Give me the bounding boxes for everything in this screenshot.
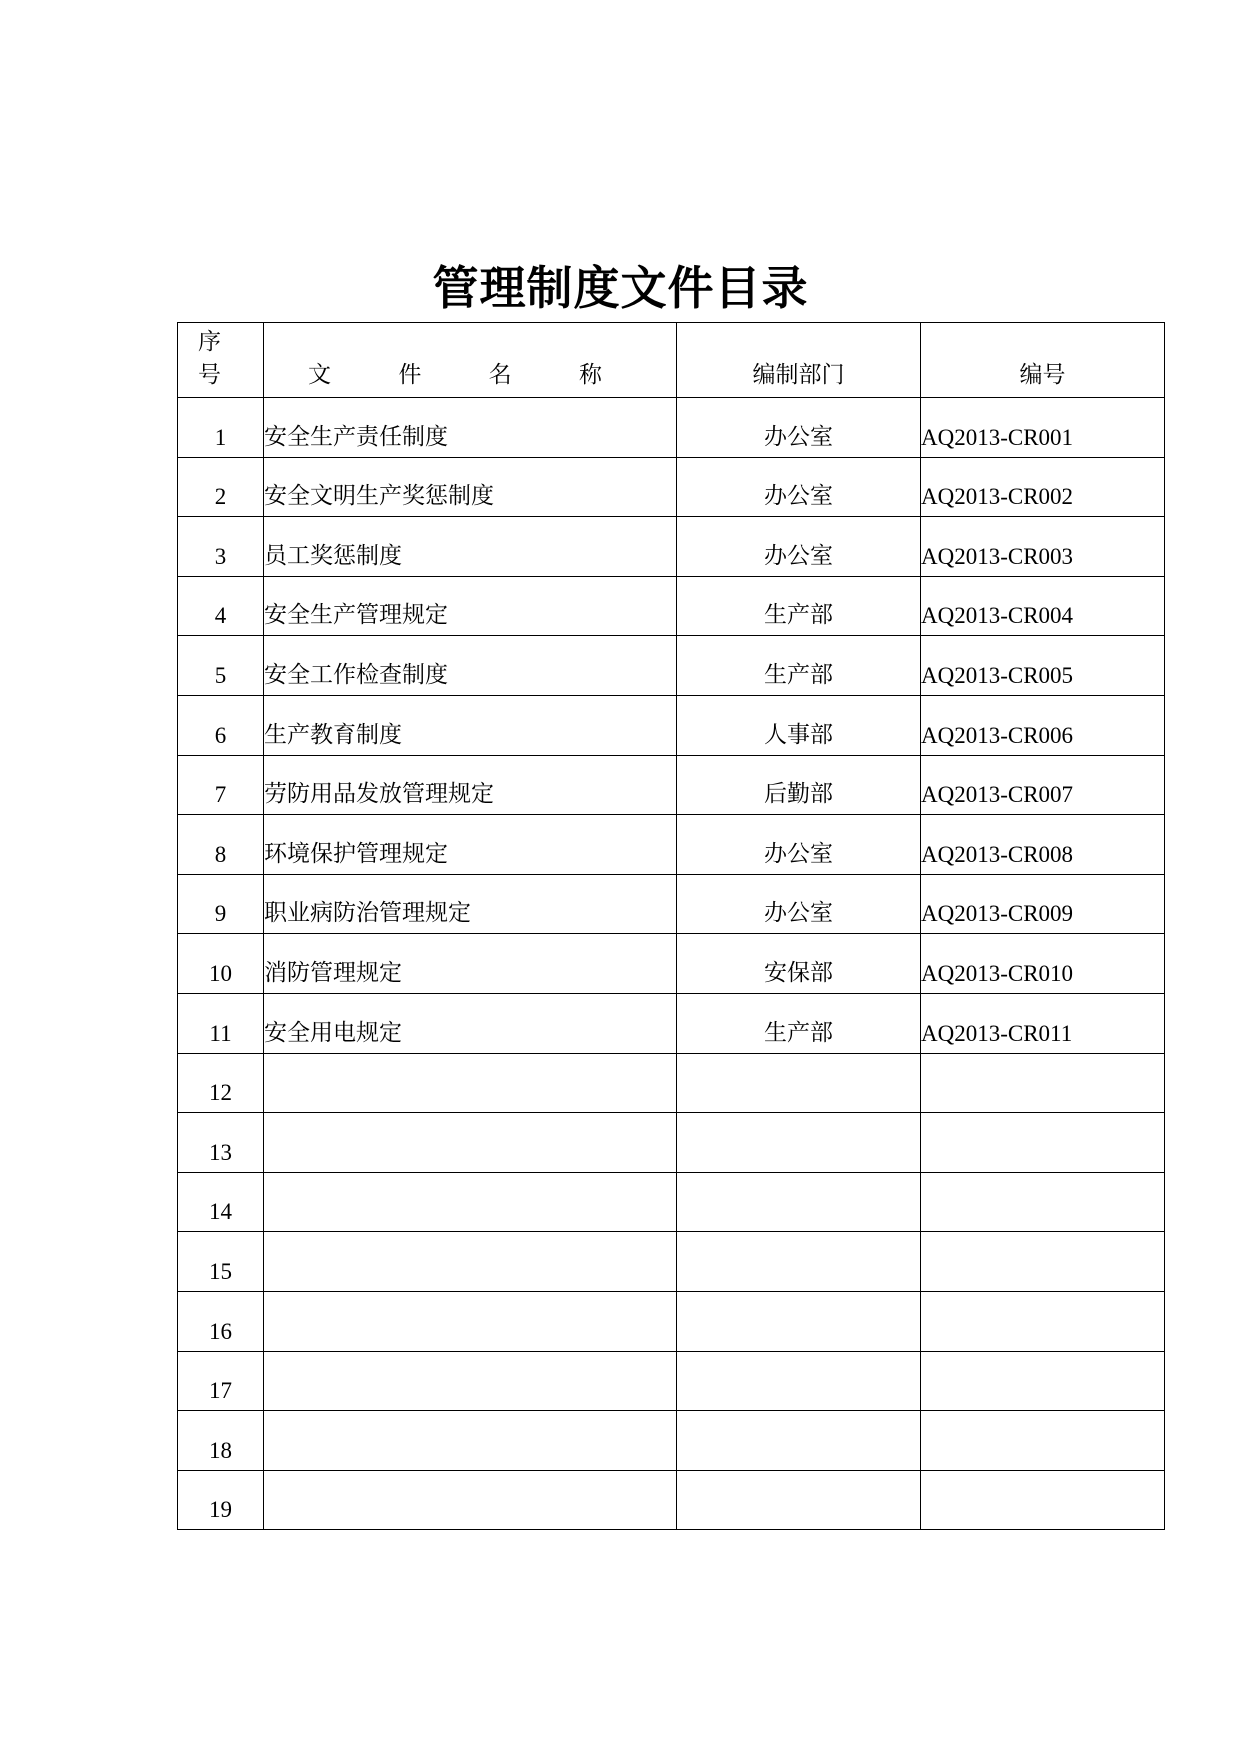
row-document-name bbox=[264, 1291, 677, 1351]
row-document-name: 安全文明生产奖惩制度 bbox=[264, 457, 677, 517]
table-row bbox=[178, 1113, 1165, 1173]
table-row bbox=[178, 576, 1165, 636]
row-document-name bbox=[264, 1470, 677, 1530]
row-code bbox=[921, 1411, 1165, 1471]
table-row bbox=[178, 1172, 1165, 1232]
page-title: 管理制度文件目录 bbox=[432, 261, 809, 315]
row-document-name: 安全生产管理规定 bbox=[264, 576, 677, 636]
row-department bbox=[677, 1053, 921, 1113]
row-code: AQ2013-CR009 bbox=[921, 874, 1165, 934]
row-serial-number: 12 bbox=[178, 1053, 264, 1113]
table-row bbox=[178, 1470, 1165, 1530]
document-catalog-table bbox=[177, 322, 1165, 1530]
row-code: AQ2013-CR011 bbox=[921, 993, 1165, 1053]
row-code: AQ2013-CR004 bbox=[921, 576, 1165, 636]
row-serial-number: 6 bbox=[178, 695, 264, 755]
table-body bbox=[178, 398, 1165, 1530]
row-department: 生产部 bbox=[677, 576, 921, 636]
table-row bbox=[178, 874, 1165, 934]
row-serial-number: 1 bbox=[178, 398, 264, 458]
row-serial-number: 11 bbox=[178, 993, 264, 1053]
row-department: 安保部 bbox=[677, 934, 921, 994]
table-row bbox=[178, 934, 1165, 994]
row-code bbox=[921, 1053, 1165, 1113]
table-header-row bbox=[178, 323, 1165, 398]
row-document-name: 职业病防治管理规定 bbox=[264, 874, 677, 934]
row-code: AQ2013-CR003 bbox=[921, 517, 1165, 577]
row-code bbox=[921, 1172, 1165, 1232]
row-department bbox=[677, 1411, 921, 1471]
table-row bbox=[178, 695, 1165, 755]
row-serial-number: 9 bbox=[178, 874, 264, 934]
row-document-name bbox=[264, 1053, 677, 1113]
row-document-name bbox=[264, 1232, 677, 1292]
table-row bbox=[178, 1291, 1165, 1351]
row-department: 生产部 bbox=[677, 636, 921, 696]
row-department: 办公室 bbox=[677, 457, 921, 517]
row-document-name: 安全工作检查制度 bbox=[264, 636, 677, 696]
row-code bbox=[921, 1232, 1165, 1292]
row-serial-number: 8 bbox=[178, 815, 264, 875]
table-row bbox=[178, 1351, 1165, 1411]
row-serial-number: 5 bbox=[178, 636, 264, 696]
row-serial-number: 10 bbox=[178, 934, 264, 994]
row-serial-number: 13 bbox=[178, 1113, 264, 1173]
row-department: 生产部 bbox=[677, 993, 921, 1053]
row-serial-number: 15 bbox=[178, 1232, 264, 1292]
table-row bbox=[178, 517, 1165, 577]
row-serial-number: 7 bbox=[178, 755, 264, 815]
row-department bbox=[677, 1351, 921, 1411]
row-code: AQ2013-CR001 bbox=[921, 398, 1165, 458]
table-row bbox=[178, 815, 1165, 875]
row-document-name: 劳防用品发放管理规定 bbox=[264, 755, 677, 815]
row-code: AQ2013-CR002 bbox=[921, 457, 1165, 517]
row-document-name: 员工奖惩制度 bbox=[264, 517, 677, 577]
row-code bbox=[921, 1470, 1165, 1530]
table-row bbox=[178, 398, 1165, 458]
table-row bbox=[178, 993, 1165, 1053]
row-document-name: 安全生产责任制度 bbox=[264, 398, 677, 458]
row-serial-number: 3 bbox=[178, 517, 264, 577]
header-department bbox=[677, 323, 921, 398]
row-department bbox=[677, 1172, 921, 1232]
table-row bbox=[178, 1411, 1165, 1471]
row-serial-number: 19 bbox=[178, 1470, 264, 1530]
row-serial-number: 4 bbox=[178, 576, 264, 636]
header-code bbox=[921, 323, 1165, 398]
row-code bbox=[921, 1351, 1165, 1411]
table-row bbox=[178, 457, 1165, 517]
header-serial-number-label: 序 号 bbox=[198, 329, 243, 388]
table-row bbox=[178, 636, 1165, 696]
header-department-label: 编制部门 bbox=[752, 362, 845, 388]
row-department bbox=[677, 1291, 921, 1351]
row-code bbox=[921, 1113, 1165, 1173]
header-serial-number bbox=[178, 323, 264, 398]
table-row bbox=[178, 755, 1165, 815]
row-department bbox=[677, 1113, 921, 1173]
row-code: AQ2013-CR005 bbox=[921, 636, 1165, 696]
header-document-name bbox=[264, 323, 677, 398]
row-department bbox=[677, 1470, 921, 1530]
row-code: AQ2013-CR010 bbox=[921, 934, 1165, 994]
row-document-name bbox=[264, 1351, 677, 1411]
table-row bbox=[178, 1232, 1165, 1292]
row-serial-number: 18 bbox=[178, 1411, 264, 1471]
row-document-name: 生产教育制度 bbox=[264, 695, 677, 755]
row-department: 办公室 bbox=[677, 517, 921, 577]
row-department: 后勤部 bbox=[677, 755, 921, 815]
row-document-name bbox=[264, 1411, 677, 1471]
header-code-label: 编号 bbox=[1019, 362, 1066, 388]
row-document-name bbox=[264, 1172, 677, 1232]
row-code: AQ2013-CR006 bbox=[921, 695, 1165, 755]
row-serial-number: 14 bbox=[178, 1172, 264, 1232]
row-department: 办公室 bbox=[677, 874, 921, 934]
row-serial-number: 16 bbox=[178, 1291, 264, 1351]
row-code: AQ2013-CR007 bbox=[921, 755, 1165, 815]
row-serial-number: 17 bbox=[178, 1351, 264, 1411]
row-code bbox=[921, 1291, 1165, 1351]
row-department: 人事部 bbox=[677, 695, 921, 755]
row-serial-number: 2 bbox=[178, 457, 264, 517]
row-document-name: 消防管理规定 bbox=[264, 934, 677, 994]
row-department: 办公室 bbox=[677, 815, 921, 875]
row-document-name bbox=[264, 1113, 677, 1173]
row-code: AQ2013-CR008 bbox=[921, 815, 1165, 875]
row-document-name: 环境保护管理规定 bbox=[264, 815, 677, 875]
table-row bbox=[178, 1053, 1165, 1113]
row-department: 办公室 bbox=[677, 398, 921, 458]
row-department bbox=[677, 1232, 921, 1292]
header-document-name-label: 文 件 名 称 bbox=[308, 362, 632, 388]
row-document-name: 安全用电规定 bbox=[264, 993, 677, 1053]
